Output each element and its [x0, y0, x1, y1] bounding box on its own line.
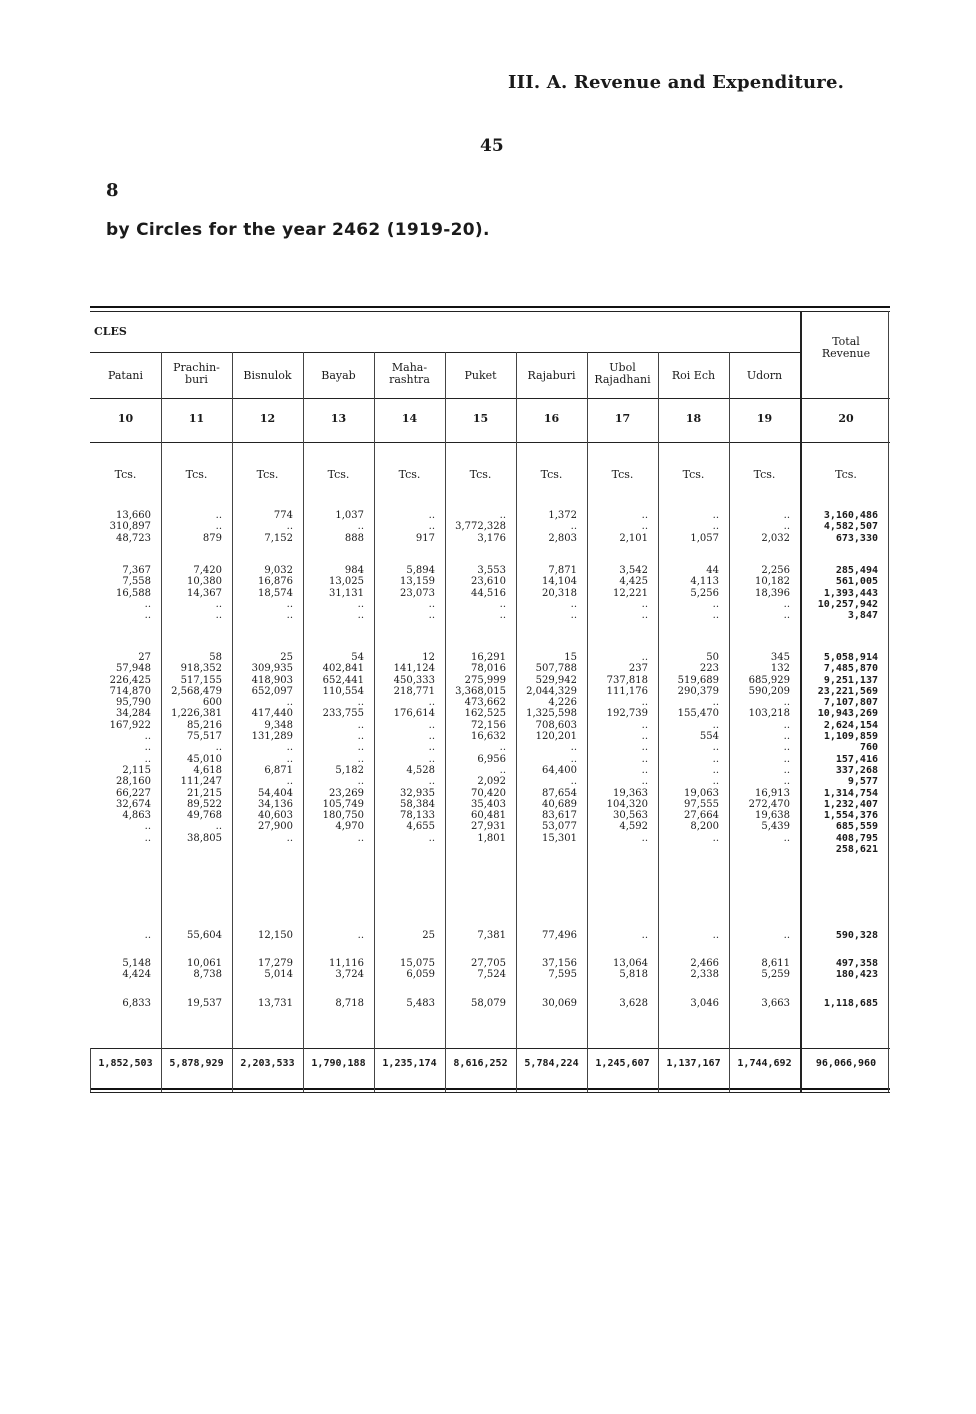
column-values: 11,116 3,724 — [329, 958, 364, 981]
total-values-group-3: 5,058,914 7,485,870 9,251,137 23,221,569 7,107,807 10,943,269 2,624,154 1,109,859 760 157,416 337,268 9,577 1,314,754 1,232,407 1,554,376 685,559 408,795 258,621 — [817, 652, 878, 856]
column-values: 15 507,788 529,942 2,044,329 4,226 1,325,598 708,603 120,201 .. .. 64,400 .. 87,654 40,689 83,617 53,077 15,301 — [526, 652, 577, 844]
column-total: 1,790,188 — [311, 1058, 366, 1069]
column-values: .. — [641, 930, 648, 941]
column-values: 8,718 — [335, 998, 364, 1009]
column-unit: Tcs. — [256, 468, 279, 481]
column-header: Patani — [107, 369, 144, 382]
column-values: 27,705 7,524 — [471, 958, 506, 981]
column-unit: Tcs. — [753, 468, 776, 481]
column-values: .. .. 2,032 — [761, 510, 790, 544]
column-values: 984 13,025 31,131 .. .. — [329, 565, 364, 622]
column-values: .. — [712, 930, 719, 941]
column-values: .. .. 917 — [415, 510, 435, 544]
column-values: 7,381 — [477, 930, 506, 941]
column-header: Udorn — [746, 369, 783, 382]
column-number: 13 — [330, 412, 347, 425]
page-number: 45 — [480, 136, 504, 156]
column-values: 3,628 — [619, 998, 648, 1009]
column-values: 3,663 — [761, 998, 790, 1009]
column-total: 5,784,224 — [524, 1058, 579, 1069]
column-values: 13,731 — [258, 998, 293, 1009]
total-values-group-5: 497,358 180,423 — [835, 958, 878, 981]
column-values: 37,156 7,595 — [542, 958, 577, 981]
table-bottom-rule-2 — [90, 1092, 890, 1093]
column-values: 17,279 5,014 — [258, 958, 293, 981]
column-values: 345 132 685,929 590,209 .. 103,218 .. .. .. .. .. .. 16,913 272,470 19,638 5,439 .. — [748, 652, 790, 844]
column-values: 10,061 8,738 — [187, 958, 222, 981]
column-header: Bayab — [321, 369, 356, 382]
column-values: 5,894 13,159 23,073 .. .. — [400, 565, 435, 622]
totals-top-rule — [90, 1048, 890, 1049]
column-values: 7,420 10,380 14,367 .. .. — [187, 565, 222, 622]
column-values: 774 .. 7,152 — [264, 510, 293, 544]
column-unit: Tcs. — [540, 468, 563, 481]
column-values: 2,466 2,338 — [690, 958, 719, 981]
column-values: 13,064 5,818 — [613, 958, 648, 981]
column-number: 10 — [117, 412, 134, 425]
total-values-group-2: 285,494 561,005 1,393,443 10,257,942 3,847 — [817, 565, 878, 622]
column-values: 15,075 6,059 — [400, 958, 435, 981]
column-values: 3,553 23,610 44,516 .. .. — [471, 565, 506, 622]
section-title: III. A. Revenue and Expenditure. — [508, 72, 845, 93]
column-values: .. .. 1,057 — [690, 510, 719, 544]
total-values-group-1: 3,160,486 4,582,507 673,330 — [823, 510, 878, 544]
column-values: 1,372 .. 2,803 — [548, 510, 577, 544]
column-values: 5,148 4,424 — [122, 958, 151, 981]
table-top-rule-2 — [90, 311, 890, 312]
column-total: 1,852,503 — [98, 1058, 153, 1069]
column-number: 15 — [472, 412, 489, 425]
column-total: 5,878,929 — [169, 1058, 224, 1069]
column-total: 8,616,252 — [453, 1058, 508, 1069]
column-unit: Tcs. — [682, 468, 705, 481]
column-values: 19,537 — [187, 998, 222, 1009]
column-header: Ubol Rajadhani — [594, 361, 651, 386]
column-values: .. — [144, 930, 151, 941]
total-column-number: 20 — [838, 412, 854, 425]
column-total: 1,245,607 — [595, 1058, 650, 1069]
number-rule — [90, 442, 890, 443]
column-values: 54 402,841 652,441 110,554 .. 233,755 .. .. .. .. 5,182 .. 23,269 105,749 180,750 4,970 .. — [322, 652, 364, 844]
column-unit: Tcs. — [398, 468, 421, 481]
group-label: CLES — [94, 325, 127, 338]
table-subtitle: by Circles for the year 2462 (1919-20). — [106, 220, 490, 240]
column-values: 8,611 5,259 — [761, 958, 790, 981]
column-unit: Tcs. — [114, 468, 137, 481]
column-values: 16,291 78,016 275,999 3,368,015 473,662 162,525 72,156 16,632 .. 6,956 .. 2,092 70,420 35,403 60,481 27,931 1,801 — [455, 652, 506, 844]
total-values-group-4: 590,328 — [835, 930, 878, 941]
column-values: 50 223 519,689 290,379 .. 155,470 .. 554 .. .. .. .. 19,063 97,555 27,664 8,200 .. — [677, 652, 719, 844]
revenue-table — [90, 306, 890, 1094]
column-values: 25 — [422, 930, 435, 941]
grand-total: 96,066,960 — [815, 1058, 877, 1069]
column-values: 7,367 7,558 16,588 .. .. — [116, 565, 151, 622]
column-total: 1,744,692 — [737, 1058, 792, 1069]
column-number: 19 — [756, 412, 773, 425]
column-values: 12,150 — [258, 930, 293, 941]
column-unit: Tcs. — [611, 468, 634, 481]
column-values: 27 57,948 226,425 714,870 95,790 34,284 167,922 .. .. .. 2,115 28,160 66,227 32,674 4,863 .. .. — [109, 652, 151, 844]
column-values: 55,604 — [187, 930, 222, 941]
column-values: 6,833 — [122, 998, 151, 1009]
total-unit: Tcs. — [835, 468, 857, 481]
column-values: 12 141,124 450,333 218,771 .. 176,614 .. .. .. .. 4,528 .. 32,935 58,384 78,133 4,655 .. — [393, 652, 435, 844]
column-values: .. — [783, 930, 790, 941]
total-values-group-6: 1,118,685 — [823, 998, 878, 1009]
column-total: 1,137,167 — [666, 1058, 721, 1069]
column-values: .. .. 879 — [202, 510, 222, 544]
column-values: 9,032 16,876 18,574 .. .. — [258, 565, 293, 622]
column-values: .. — [357, 930, 364, 941]
column-header: Prachin- buri — [173, 361, 220, 386]
column-number: 12 — [259, 412, 276, 425]
table-top-rule — [90, 306, 890, 308]
column-number: 11 — [188, 412, 205, 425]
column-values: 25 309,935 418,903 652,097 .. 417,440 9,348 131,289 .. .. 6,871 .. 54,404 34,136 40,603 27,900 .. — [251, 652, 293, 844]
column-header: Puket — [464, 369, 497, 382]
header-rule — [90, 398, 890, 399]
column-values: .. 3,772,328 3,176 — [455, 510, 506, 544]
column-header: Roi Ech — [671, 369, 716, 382]
column-header: Rajaburi — [527, 369, 576, 382]
table-number: 8 — [106, 180, 119, 201]
column-values: 58,079 — [471, 998, 506, 1009]
column-number: 18 — [685, 412, 702, 425]
column-number: 14 — [401, 412, 418, 425]
column-number: 17 — [614, 412, 631, 425]
column-total: 2,203,533 — [240, 1058, 295, 1069]
column-total: 1,235,174 — [382, 1058, 437, 1069]
column-values: 2,256 10,182 18,396 .. .. — [755, 565, 790, 622]
column-values: 77,496 — [542, 930, 577, 941]
column-header: Maha- rashtra — [389, 361, 430, 386]
table-right-border — [888, 311, 889, 1092]
column-values: 3,046 — [690, 998, 719, 1009]
column-unit: Tcs. — [469, 468, 492, 481]
column-values: 5,483 — [406, 998, 435, 1009]
column-values: 7,871 14,104 20,318 .. .. — [542, 565, 577, 622]
column-values: 58 918,352 517,155 2,568,479 600 1,226,381 85,216 75,517 .. 45,010 4,618 111,247 21,215 89,522 49,768 .. 38,805 — [171, 652, 222, 844]
column-number: 16 — [543, 412, 560, 425]
column-values: 13,660 310,897 48,723 — [109, 510, 151, 544]
column-values: 44 4,113 5,256 .. .. — [690, 565, 719, 622]
total-revenue-header: Total Revenue — [821, 335, 871, 360]
column-header: Bisnulok — [243, 369, 292, 382]
table-bottom-rule — [90, 1088, 890, 1090]
column-divider — [90, 1048, 91, 1092]
column-values: .. 237 737,818 111,176 .. 192,739 .. .. .. .. .. .. 19,363 104,320 30,563 4,592 .. — [606, 652, 648, 844]
column-divider — [800, 311, 802, 1092]
column-values: .. .. 2,101 — [619, 510, 648, 544]
column-unit: Tcs. — [327, 468, 350, 481]
column-values: 1,037 .. 888 — [335, 510, 364, 544]
column-values: 30,069 — [542, 998, 577, 1009]
column-values: 3,542 4,425 12,221 .. .. — [613, 565, 648, 622]
column-unit: Tcs. — [185, 468, 208, 481]
